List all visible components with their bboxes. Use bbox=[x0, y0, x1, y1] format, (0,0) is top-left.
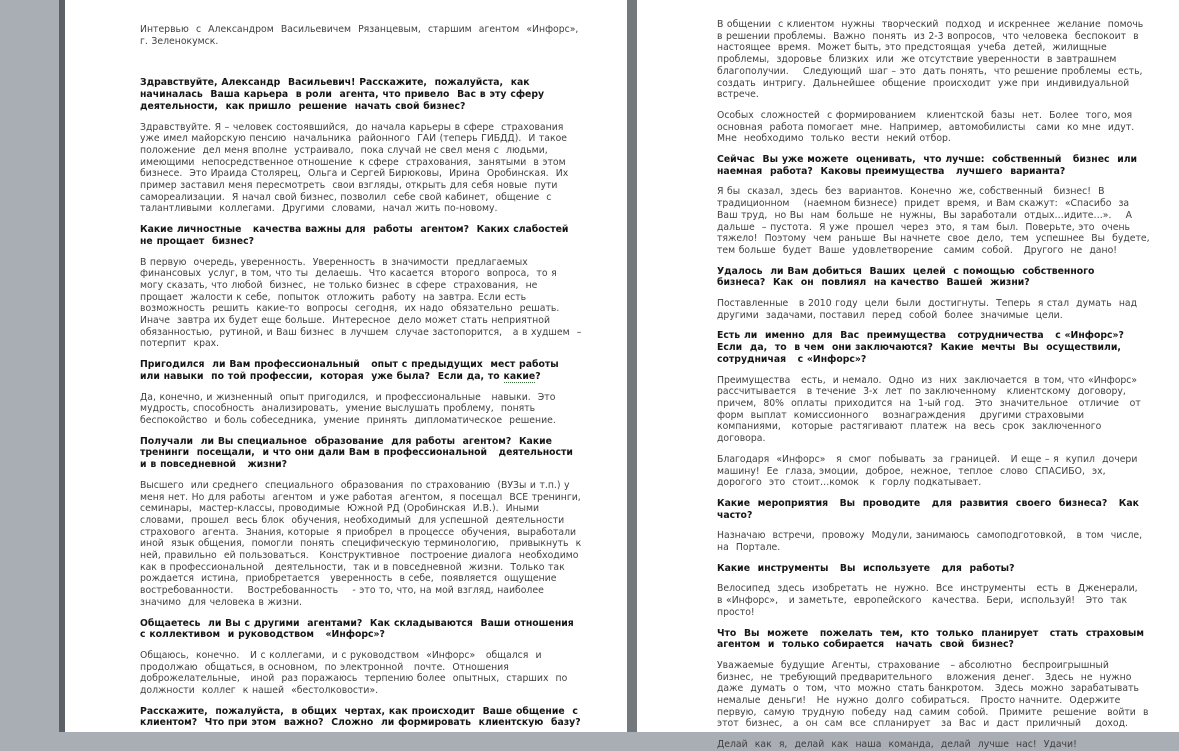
body-paragraph: Интервью с Александром Васильевичем Рязанцевым, старшим агентом «Инфорс», г. Зеленокумск. bbox=[140, 24, 586, 47]
body-paragraph: Назначаю встречи, провожу Модули, занимаюсь самоподготовкой, в том числе, на Портале. bbox=[717, 530, 1150, 554]
body-paragraph: Поставленные в 2010 году цели были достигнуты. Теперь я стал думать над другими задачами, поставил перед собой более значимые цели. bbox=[717, 298, 1145, 321]
question-paragraph: Какие инструменты Вы используете для работы? bbox=[717, 562, 1015, 574]
question-paragraph: Здравствуйте, Александр Васильевич! Расскажите, пожалуйста, как начиналась Ваша карьера в роли агента, что привело Вас в эту сферу деятельности, как пришло решение начать свой бизнес? bbox=[140, 77, 552, 112]
body-paragraph: Особых сложностей с формированием клиентской базы нет. Более того, моя основная работа помогает мне. Например, автомобилисты сами ко мне идут. Мне необходимо только вести некий отбор. bbox=[717, 109, 1142, 145]
question-paragraph: Пригодился ли Вам профессиональный опыт с предыдущих мест работы или навыки по той профессии, которая уже была? Если да, то какие? bbox=[140, 359, 567, 382]
body-paragraph: Я бы сказал, здесь без вариантов. Конечно же, собственный бизнес! В традиционном (наемном бизнесе) придет время, и Вам скажут: «Спасибо за Ваш труд, но Вы нам больше не нужны, Вы заработали отдых…идите…». А дальше – пустота. Я уже прошел через это, я там был. Поверьте, это очень тяжело! Поэтому чем раньше Вы начнете свое дело, тем успешнее Вы будете, тем больше будет Ваше удовлетворение самим собой. Другого не дано! bbox=[717, 186, 1157, 256]
body-paragraph: Преимущества есть, и немало. Одно из них заключается в том, что «Инфорс» рассчитывается в течение 3-х лет по заключенному клиентскому договору, причем, 80% оплаты приходится на 1-ый год. Это значительное отличие от форм выплат комиссионного вознаграждения другими страховыми компаниями, которые растягивают платеж на весь срок заключенного договора. bbox=[717, 374, 1148, 445]
grammar-check-underlined-word: какие bbox=[503, 370, 536, 382]
document-page-2[interactable] bbox=[637, 0, 1179, 751]
page-2-content[interactable] bbox=[637, 0, 1179, 751]
body-paragraph: Благодаря «Инфорс» я смог побывать за границей. И еще – я купил дочери машину! Ее глаза, эмоции, доброе, нежное, теплое слово СПАСИБО, эх, дорогого это стоит…комок к горлу подкатывает. bbox=[717, 453, 1145, 489]
document-page-1[interactable] bbox=[65, 0, 627, 732]
page-1-content[interactable] bbox=[65, 0, 627, 729]
body-paragraph: Делай как я, делай как наша команда, делай лучше нас! Удачи! bbox=[717, 739, 1077, 751]
question-paragraph: Общаетесь ли Вы с другими агентами? Как складываются Ваши отношения с коллективом и руководством «Инфорс»? bbox=[140, 617, 582, 641]
body-paragraph: Общаюсь, конечно. И с коллегами, и с руководством «Инфорс» общался и продолжаю общаться, в основном, по электронной почте. Отношения доброжелательные, иной раз поражаюсь терпению более опытных, старших по должности коллег к нашей «бестолковости». bbox=[140, 649, 571, 697]
question-paragraph: Сейчас Вы уже можете оценивать, что лучше: собственный бизнес или наемная работа? Каковы преимущества лучшего варианта? bbox=[717, 154, 1141, 177]
question-paragraph: Удалось ли Вам добиться Ваших целей с помощью собственного бизнеса? Как он повлиял на качество Вашей жизни? bbox=[717, 265, 1106, 289]
page-gap-divider bbox=[627, 0, 637, 732]
question-paragraph: Получали ли Вы специальное образование для работы агентом? Какие тренинги посещали, и что они дали Вам в профессиональной деятельности и в повседневной жизни? bbox=[140, 435, 581, 471]
question-paragraph: Расскажите, пожалуйста, в общих чертах, как происходит Ваше общение с клиентом? Что при этом важно? Сложно ли формировать клиентскую базу? bbox=[140, 705, 582, 729]
body-paragraph: В общении с клиентом нужны творческий подход и искреннее желание помочь в решении проблемы. Важно понять из 2-3 вопросов, что человека беспокоит в настоящее время. Может быть, это предстоящая учеба детей, жилищные проблемы, здоровье близких или же отсутствие уверенности в завтрашнем благополучии. Следующий шаг – это дать понять, что решение проблемы есть, создать интригу. Дальнейшее общение происходит уже при индивидуальной встрече. bbox=[717, 19, 1151, 101]
question-paragraph: Какие мероприятия Вы проводите для развития своего бизнеса? Как часто? bbox=[717, 497, 1147, 521]
question-paragraph: Какие личностные качества важны для работы агентом? Каких слабостей не прощает бизнес? bbox=[140, 224, 577, 247]
question-paragraph: Есть ли именно для Вас преимущества сотрудничества с «Инфорс»? Если да, то в чем они заключаются? Какие мечты Вы осуществили, сотрудничая с «Инфорс»? bbox=[717, 330, 1136, 365]
body-paragraph: Да, конечно, и жизненный опыт пригодился, и профессиональные навыки. Это мудрость, способность анализировать, умение выслушать проблему, понять беспокойство и боль собеседника, умение принять дипломатическое решение. bbox=[140, 391, 559, 426]
body-paragraph: Велосипед здесь изобретать не нужно. Все инструменты есть в Дженерали, в «Инфорс», и заметьте, европейского качества. Бери, используй! Это так просто! bbox=[717, 583, 1149, 618]
body-paragraph: Высшего или среднего специального образования по страхованию (ВУЗы и т.п.) у меня нет. Но для работы агентом и уже работая агентом, я посещал ВСЕ тренинги, семинары, мастер-классы, проводимые Южной РД (Оробинская И.В.). Иными словами, прошел весь блок обучения, необходимый для успешной деятельности страхового агента. Знания, которые я приобрел в процессе обучения, выработали иной язык общения, помогли понять специфическую терминологию, привыкнуть к ней, правильно ей пользоваться. Конструктивное построение диалога необходимо как в профессиональной деятельности, так и в повседневной жизни. Только так рождается истина, приобретается уверенность в себе, появляется ощущение востребованности. Востребованность - это то, что, на мой взгляд, наиболее значимо для человека в жизни. bbox=[140, 479, 590, 608]
body-paragraph: Уважаемые будущие Агенты, страхование – абсолютно беспроигрышный бизнес, не требующий предварительного вложения денег. Здесь не нужно даже думать о том, что можно стать банкротом. Здесь можно зарабатывать немалые деньги! Не нужно долго собираться. Просто начните. Одержите первую, самую трудную победу над самим собой. Примите решение войти в этот бизнес, а он сам все спланирует за Вас и даст приличный доход. bbox=[717, 659, 1153, 730]
body-paragraph: Здравствуйте. Я – человек состоявшийся, до начала карьеры в сфере страхования уже имел майорскую пенсию начальника районного ГАИ (теперь ГИБДД). И такое положение дел меня вполне устраивало, пока случай не свел меня с людьми, имеющими непосредственное отношение к сфере страхования, занятыми в этом бизнесе. Это Ираида Столярец, Ольга и Сергей Бирюковы, Ирина Оробинская. Их пример заставил меня пересмотреть свои взгляды, открыть для себя новые пути самореализации. Я начал свой бизнес, позволил себе свой кабинет, общение с талантливыми коллегами. Другими словами, начал жить по-новому. bbox=[140, 121, 573, 215]
question-paragraph: Что Вы можете пожелать тем, кто только планирует стать страховым агентом и только собирается начать свой бизнес? bbox=[717, 627, 1156, 651]
body-paragraph: В первую очередь, уверенность. Уверенность в значимости предлагаемых финансовых услуг, в том, что ты делаешь. Что касается второго вопроса, то я могу сказать, что любой бизнес, не только бизнес в сфере страхования, не прощает жалости к себе, попыток отложить работу на завтра. Если есть возможность решить какие-то вопросы сегодня, их надо обязательно решать. Иначе завтра их будет еще больше. Интересное дело может стать неприятной обязанностью, рутиной, и Ваш бизнес в лучшем случае застопорится, а в худшем – потерпит крах. bbox=[140, 256, 585, 350]
